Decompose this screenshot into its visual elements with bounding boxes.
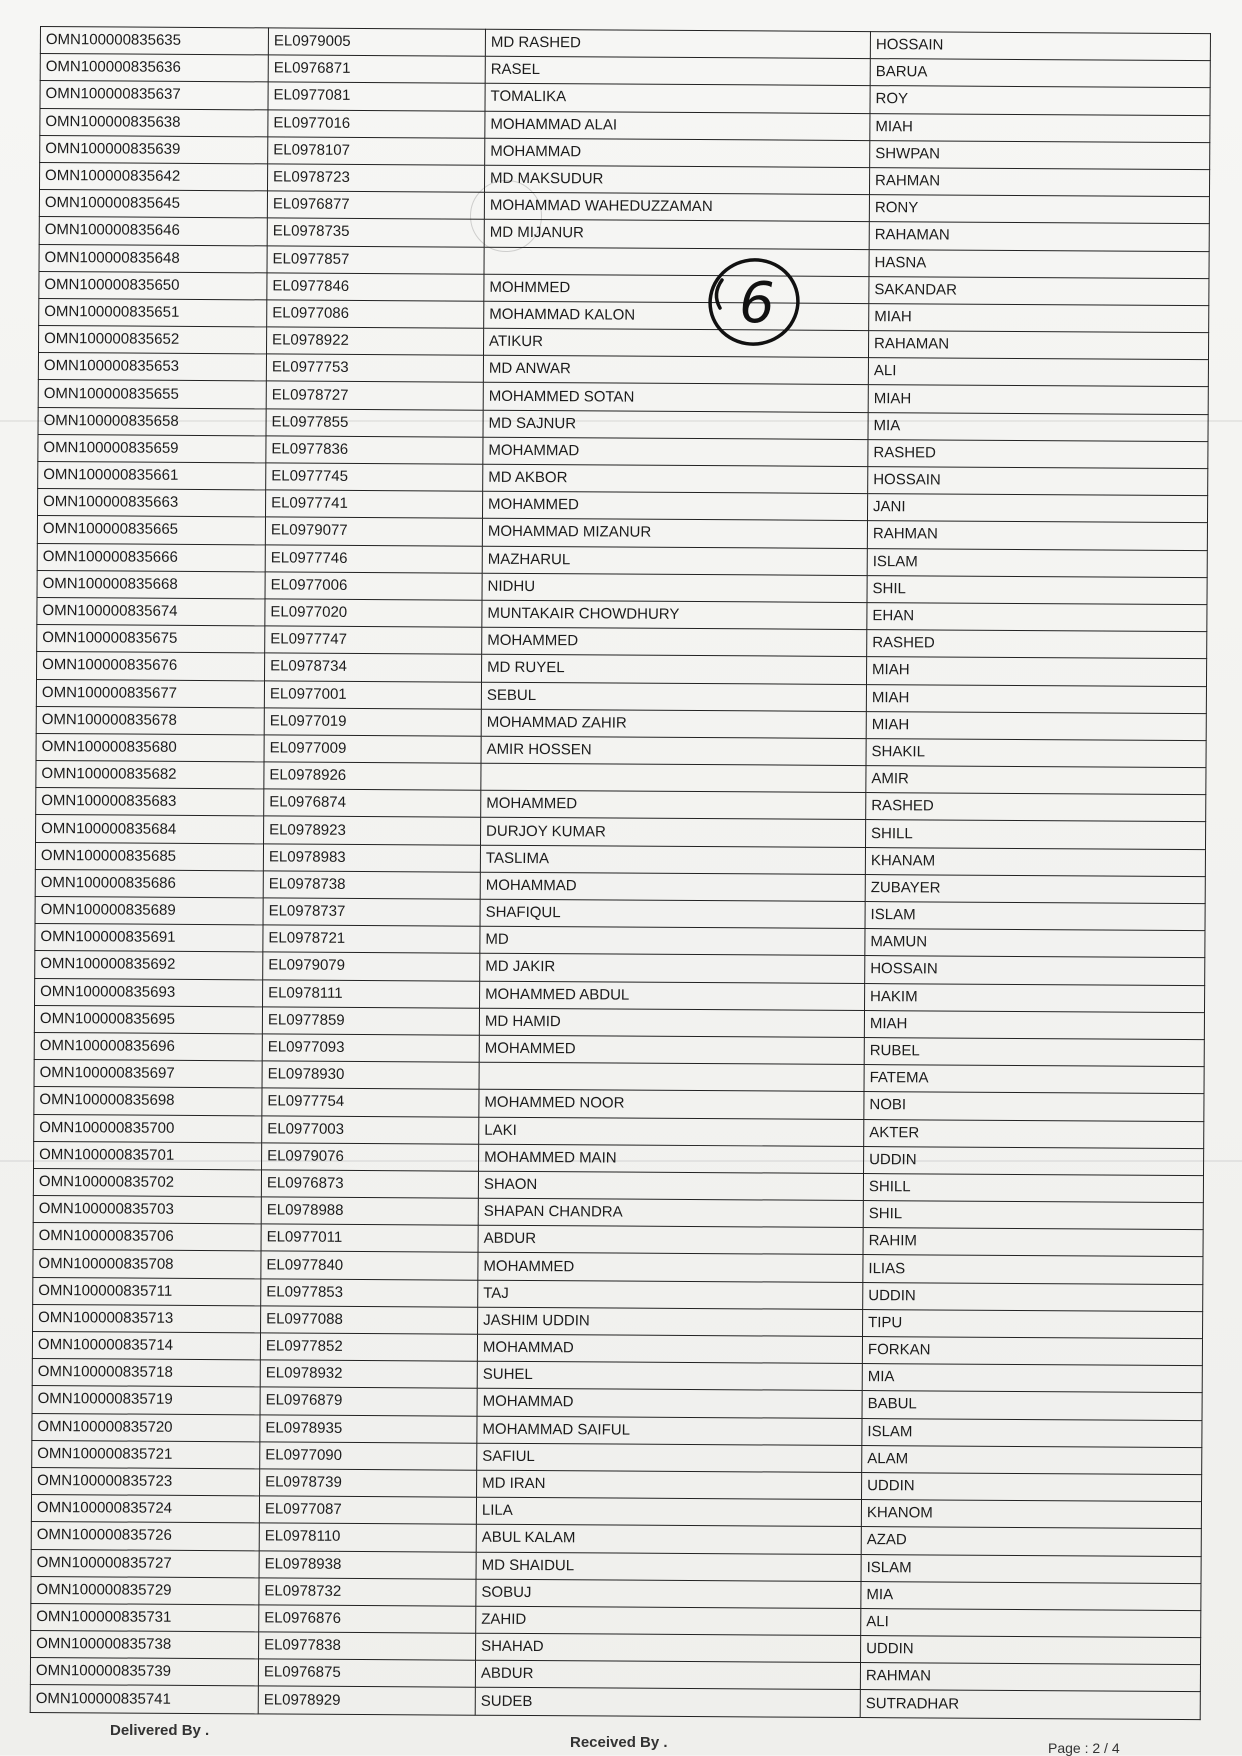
application-id-cell: OMN100000835665 xyxy=(37,516,265,545)
reference-no-cell: EL0978923 xyxy=(264,816,481,845)
application-id-cell: OMN100000835652 xyxy=(39,326,267,355)
reference-no-cell: EL0978738 xyxy=(263,871,480,900)
reference-no-cell: EL0977754 xyxy=(262,1088,479,1117)
application-id-cell: OMN100000835646 xyxy=(39,217,267,246)
surname-cell: FORKAN xyxy=(862,1337,1202,1366)
reference-no-cell: EL0977852 xyxy=(260,1333,477,1362)
surname-cell: TIPU xyxy=(863,1309,1203,1338)
application-id-cell: OMN100000835680 xyxy=(36,733,264,762)
application-id-cell: OMN100000835720 xyxy=(32,1413,260,1442)
application-id-cell: OMN100000835739 xyxy=(30,1658,258,1687)
surname-cell: HAKIM xyxy=(865,983,1205,1012)
surname-cell: ALI xyxy=(868,358,1208,387)
surname-cell: ROY xyxy=(870,86,1210,115)
surname-cell: MIAH xyxy=(868,385,1208,414)
reference-no-cell: EL0977838 xyxy=(259,1632,476,1661)
surname-cell: MAMUN xyxy=(865,929,1205,958)
application-id-cell: OMN100000835674 xyxy=(37,597,265,626)
given-name-cell: MD xyxy=(480,926,865,956)
reference-no-cell: EL0976871 xyxy=(268,55,485,84)
reference-no-cell: EL0977746 xyxy=(265,544,482,573)
surname-cell: RAHIM xyxy=(863,1228,1203,1257)
given-name-cell xyxy=(481,763,866,793)
surname-cell: HOSSAIN xyxy=(868,467,1208,496)
application-id-cell: OMN100000835711 xyxy=(33,1277,261,1306)
given-name-cell: MOHAMMAD SAIFUL xyxy=(477,1416,862,1446)
surname-cell: ALAM xyxy=(862,1445,1202,1474)
application-id-cell: OMN100000835708 xyxy=(33,1250,261,1279)
application-id-cell: OMN100000835719 xyxy=(32,1386,260,1415)
reference-no-cell: EL0977859 xyxy=(262,1007,479,1036)
given-name-cell: MD AKBOR xyxy=(483,464,868,494)
surname-cell: RAHAMAN xyxy=(869,222,1209,251)
given-name-cell: SOBUJ xyxy=(476,1579,861,1609)
application-id-cell: OMN100000835702 xyxy=(33,1168,261,1197)
reference-no-cell: EL0978988 xyxy=(261,1197,478,1226)
given-name-cell: MOHAMMED xyxy=(481,790,866,820)
surname-cell: SUTRADHAR xyxy=(860,1690,1200,1719)
records-table-body xyxy=(30,27,1210,1720)
surname-cell: HOSSAIN xyxy=(865,956,1205,985)
given-name-cell: JASHIM UDDIN xyxy=(478,1307,863,1337)
given-name-cell: LILA xyxy=(476,1497,861,1527)
given-name-cell: MOHAMMED xyxy=(479,1035,864,1065)
given-name-cell: MOHAMMAD xyxy=(477,1334,862,1364)
reference-no-cell: EL0977086 xyxy=(267,300,484,329)
surname-cell: SHIL xyxy=(863,1201,1203,1230)
given-name-cell: MOHAMMAD xyxy=(477,1389,862,1419)
given-name-cell: TASLIMA xyxy=(480,845,865,875)
application-id-cell: OMN100000835686 xyxy=(35,869,263,898)
application-id-cell: OMN100000835642 xyxy=(40,162,268,191)
given-name-cell: ABDUR xyxy=(475,1660,860,1690)
surname-cell: BARUA xyxy=(870,59,1210,88)
reference-no-cell: EL0976873 xyxy=(261,1170,478,1199)
surname-cell: AZAD xyxy=(861,1527,1201,1556)
surname-cell: HOSSAIN xyxy=(870,32,1210,61)
surname-cell: SHILL xyxy=(863,1173,1203,1202)
given-name-cell: SUHEL xyxy=(477,1361,862,1391)
surname-cell: BABUL xyxy=(862,1391,1202,1420)
surname-cell: ISLAM xyxy=(861,1554,1201,1583)
reference-no-cell: EL0977857 xyxy=(267,245,484,274)
application-id-cell: OMN100000835731 xyxy=(31,1603,259,1632)
handwritten-circled-number xyxy=(700,250,805,350)
reference-no-cell: EL0977006 xyxy=(265,572,482,601)
surname-cell: EHAN xyxy=(867,603,1207,632)
given-name-cell: MOHAMMAD WAHEDUZZAMAN xyxy=(484,192,869,222)
given-name-cell: DURJOY KUMAR xyxy=(481,818,866,848)
surname-cell: RASHED xyxy=(866,793,1206,822)
surname-cell: JANI xyxy=(867,494,1207,523)
handwritten-number: 6 xyxy=(739,271,775,336)
application-id-cell: OMN100000835655 xyxy=(38,380,266,409)
given-name-cell: MD RASHED xyxy=(485,29,870,59)
surname-cell: MIAH xyxy=(866,657,1206,686)
given-name-cell: SHAHAD xyxy=(476,1633,861,1663)
reference-no-cell: EL0978111 xyxy=(263,979,480,1008)
surname-cell: SHAKIL xyxy=(866,738,1206,767)
surname-cell: HASNA xyxy=(869,249,1209,278)
reference-no-cell: EL0978737 xyxy=(263,898,480,927)
given-name-cell: MOHAMMED MAIN xyxy=(479,1144,864,1174)
reference-no-cell: EL0978723 xyxy=(267,164,484,193)
given-name-cell: MOHAMMAD xyxy=(483,437,868,467)
surname-cell: ISLAM xyxy=(867,548,1207,577)
application-id-cell: OMN100000835713 xyxy=(33,1304,261,1333)
surname-cell: UDDIN xyxy=(864,1146,1204,1175)
application-id-cell: OMN100000835706 xyxy=(33,1223,261,1252)
reference-no-cell: EL0976875 xyxy=(258,1659,475,1688)
reference-no-cell: EL0977090 xyxy=(260,1442,477,1471)
reference-no-cell: EL0977840 xyxy=(261,1251,478,1280)
reference-no-cell: EL0978721 xyxy=(263,925,480,954)
reference-no-cell: EL0978926 xyxy=(264,762,481,791)
given-name-cell: MD IRAN xyxy=(477,1470,862,1500)
application-id-cell: OMN100000835693 xyxy=(35,978,263,1007)
surname-cell: SHILL xyxy=(865,820,1205,849)
given-name-cell: NIDHU xyxy=(482,573,867,603)
application-id-cell: OMN100000835729 xyxy=(31,1576,259,1605)
surname-cell: FATEMA xyxy=(864,1065,1204,1094)
reference-no-cell: EL0977001 xyxy=(264,680,481,709)
reference-no-cell: EL0977093 xyxy=(262,1034,479,1063)
reference-no-cell: EL0978935 xyxy=(260,1414,477,1443)
surname-cell: MIA xyxy=(868,412,1208,441)
surname-cell: MIAH xyxy=(866,684,1206,713)
application-id-cell: OMN100000835700 xyxy=(34,1114,262,1143)
surname-cell: UDDIN xyxy=(863,1282,1203,1311)
given-name-cell: ABUL KALAM xyxy=(476,1525,861,1555)
surname-cell: MIAH xyxy=(866,711,1206,740)
application-id-cell: OMN100000835645 xyxy=(39,190,267,219)
given-name-cell xyxy=(484,247,869,277)
given-name-cell: TAJ xyxy=(478,1280,863,1310)
table-row xyxy=(30,1685,1200,1719)
reference-no-cell: EL0977753 xyxy=(266,354,483,383)
given-name-cell: MAZHARUL xyxy=(482,546,867,576)
reference-no-cell: EL0978930 xyxy=(262,1061,479,1090)
application-id-cell: OMN100000835692 xyxy=(35,951,263,980)
given-name-cell: MD SAJNUR xyxy=(483,410,868,440)
application-id-cell: OMN100000835703 xyxy=(33,1196,261,1225)
application-id-cell: OMN100000835724 xyxy=(31,1495,259,1524)
surname-cell: ALI xyxy=(861,1608,1201,1637)
application-id-cell: OMN100000835678 xyxy=(36,706,264,735)
given-name-cell: SHAPAN CHANDRA xyxy=(478,1198,863,1228)
page-footer xyxy=(0,1722,1242,1756)
given-name-cell: SHAON xyxy=(478,1171,863,1201)
given-name-cell: ATIKUR xyxy=(483,328,868,358)
given-name-cell: MOHAMMAD ZAHIR xyxy=(481,709,866,739)
reference-no-cell: EL0978739 xyxy=(260,1469,477,1498)
application-id-cell: OMN100000835639 xyxy=(40,135,268,164)
given-name-cell: ZAHID xyxy=(476,1606,861,1636)
reference-no-cell: EL0977836 xyxy=(266,436,483,465)
reference-no-cell: EL0977009 xyxy=(264,735,481,764)
application-id-cell: OMN100000835741 xyxy=(30,1685,258,1714)
surname-cell: ISLAM xyxy=(862,1418,1202,1447)
surname-cell: NOBI xyxy=(864,1092,1204,1121)
application-id-cell: OMN100000835696 xyxy=(34,1032,262,1061)
surname-cell: ILIAS xyxy=(863,1255,1203,1284)
given-name-cell: MOHAMMED SOTAN xyxy=(483,383,868,413)
surname-cell: RUBEL xyxy=(864,1037,1204,1066)
given-name-cell: MOHAMMED xyxy=(478,1253,863,1283)
reference-no-cell: EL0976876 xyxy=(259,1605,476,1634)
given-name-cell: MOHMMED xyxy=(484,274,869,304)
application-id-cell: OMN100000835695 xyxy=(34,1005,262,1034)
application-id-cell: OMN100000835648 xyxy=(39,244,267,273)
given-name-cell: MOHAMMED xyxy=(482,491,867,521)
given-name-cell: MOHAMMAD xyxy=(485,138,870,168)
reference-no-cell: EL0979079 xyxy=(263,952,480,981)
surname-cell: AKTER xyxy=(864,1119,1204,1148)
given-name-cell: RASEL xyxy=(485,56,870,86)
application-id-cell: OMN100000835677 xyxy=(36,679,264,708)
surname-cell: SHWPAN xyxy=(870,140,1210,169)
application-id-cell: OMN100000835682 xyxy=(36,761,264,790)
surname-cell: KHANAM xyxy=(865,847,1205,876)
given-name-cell: SAFIUL xyxy=(477,1443,862,1473)
surname-cell: MIAH xyxy=(864,1010,1204,1039)
surname-cell: RONY xyxy=(869,195,1209,224)
reference-no-cell: EL0977087 xyxy=(259,1496,476,1525)
given-name-cell: SEBUL xyxy=(481,682,866,712)
application-id-cell: OMN100000835637 xyxy=(40,81,268,110)
reference-no-cell: EL0977088 xyxy=(261,1306,478,1335)
application-id-cell: OMN100000835691 xyxy=(35,924,263,953)
application-id-cell: OMN100000835683 xyxy=(36,788,264,817)
reference-no-cell: EL0977745 xyxy=(266,463,483,492)
surname-cell: UDDIN xyxy=(861,1636,1201,1665)
reference-no-cell: EL0977853 xyxy=(261,1278,478,1307)
reference-no-cell: EL0977003 xyxy=(262,1115,479,1144)
surname-cell: RASHED xyxy=(867,630,1207,659)
application-id-cell: OMN100000835718 xyxy=(32,1359,260,1388)
application-id-cell: OMN100000835726 xyxy=(31,1522,259,1551)
surname-cell: KHANOM xyxy=(861,1500,1201,1529)
application-id-cell: OMN100000835723 xyxy=(32,1467,260,1496)
reference-no-cell: EL0976877 xyxy=(267,191,484,220)
surname-cell: ZUBAYER xyxy=(865,874,1205,903)
application-id-cell: OMN100000835658 xyxy=(38,407,266,436)
given-name-cell: AMIR HOSSEN xyxy=(481,736,866,766)
given-name-cell: SHAFIQUL xyxy=(480,899,865,929)
received-by-label: Received By . xyxy=(570,1734,668,1751)
given-name-cell: MD RUYEL xyxy=(482,655,867,685)
records-table xyxy=(30,26,1211,1720)
reference-no-cell: EL0978110 xyxy=(259,1523,476,1552)
application-id-cell: OMN100000835727 xyxy=(31,1549,259,1578)
surname-cell: MIAH xyxy=(869,303,1209,332)
given-name-cell: MD JAKIR xyxy=(480,954,865,984)
reference-no-cell: EL0978727 xyxy=(266,381,483,410)
reference-no-cell: EL0978929 xyxy=(258,1686,475,1715)
application-id-cell: OMN100000835638 xyxy=(40,108,268,137)
application-id-cell: OMN100000835676 xyxy=(37,652,265,681)
application-id-cell: OMN100000835738 xyxy=(31,1631,259,1660)
application-id-cell: OMN100000835698 xyxy=(34,1087,262,1116)
application-id-cell: OMN100000835663 xyxy=(38,489,266,518)
application-id-cell: OMN100000835668 xyxy=(37,570,265,599)
reference-no-cell: EL0978734 xyxy=(265,653,482,682)
given-name-cell: MOHAMMED NOOR xyxy=(479,1090,864,1120)
reference-no-cell: EL0977741 xyxy=(266,490,483,519)
given-name-cell: MOHAMMED xyxy=(482,627,867,657)
given-name-cell: MOHAMMED ABDUL xyxy=(480,981,865,1011)
surname-cell: MIAH xyxy=(870,113,1210,142)
reference-no-cell: EL0977081 xyxy=(268,82,485,111)
surname-cell: RAHAMAN xyxy=(868,331,1208,360)
reference-no-cell: EL0979076 xyxy=(262,1143,479,1172)
given-name-cell: MD MIJANUR xyxy=(484,220,869,250)
application-id-cell: OMN100000835675 xyxy=(37,625,265,654)
given-name-cell: SUDEB xyxy=(475,1688,860,1718)
given-name-cell xyxy=(479,1062,864,1092)
reference-no-cell: EL0979005 xyxy=(268,28,485,57)
reference-no-cell: EL0978938 xyxy=(259,1550,476,1579)
application-id-cell: OMN100000835666 xyxy=(37,543,265,572)
surname-cell: ISLAM xyxy=(865,902,1205,931)
delivered-by-label: Delivered By . xyxy=(110,1722,210,1739)
application-id-cell: OMN100000835684 xyxy=(36,815,264,844)
application-id-cell: OMN100000835689 xyxy=(35,896,263,925)
surname-cell: RAHMAN xyxy=(869,168,1209,197)
reference-no-cell: EL0977016 xyxy=(268,109,485,138)
reference-no-cell: EL0977747 xyxy=(265,626,482,655)
reference-no-cell: EL0979077 xyxy=(265,517,482,546)
given-name-cell: MD SHAIDUL xyxy=(476,1552,861,1582)
reference-no-cell: EL0977846 xyxy=(267,273,484,302)
surname-cell: RAHMAN xyxy=(860,1663,1200,1692)
reference-no-cell: EL0978735 xyxy=(267,218,484,247)
reference-no-cell: EL0976879 xyxy=(260,1387,477,1416)
application-id-cell: OMN100000835721 xyxy=(32,1440,260,1469)
given-name-cell: MOHAMMAD MIZANUR xyxy=(482,519,867,549)
reference-no-cell: EL0978983 xyxy=(263,844,480,873)
reference-no-cell: EL0977855 xyxy=(266,409,483,438)
page-number: Page : 2 / 4 xyxy=(1048,1740,1120,1756)
surname-cell: RASHED xyxy=(868,439,1208,468)
application-id-cell: OMN100000835653 xyxy=(38,353,266,382)
given-name-cell: LAKI xyxy=(479,1117,864,1147)
surname-cell: MIA xyxy=(862,1364,1202,1393)
surname-cell: AMIR xyxy=(866,766,1206,795)
reference-no-cell: EL0977019 xyxy=(264,708,481,737)
given-name-cell: ABDUR xyxy=(478,1225,863,1255)
application-id-cell: OMN100000835635 xyxy=(40,27,268,56)
surname-cell: MIA xyxy=(861,1581,1201,1610)
application-id-cell: OMN100000835651 xyxy=(39,298,267,327)
reference-no-cell: EL0978107 xyxy=(268,137,485,166)
given-name-cell: MOHAMMAD KALON xyxy=(484,301,869,331)
given-name-cell: MOHAMMAD ALAI xyxy=(485,111,870,141)
given-name-cell: MOHAMMAD xyxy=(480,872,865,902)
application-id-cell: OMN100000835714 xyxy=(32,1331,260,1360)
reference-no-cell: EL0977011 xyxy=(261,1224,478,1253)
reference-no-cell: EL0978732 xyxy=(259,1578,476,1607)
surname-cell: UDDIN xyxy=(862,1472,1202,1501)
given-name-cell: MD ANWAR xyxy=(483,355,868,385)
application-id-cell: OMN100000835636 xyxy=(40,54,268,83)
application-id-cell: OMN100000835697 xyxy=(34,1060,262,1089)
given-name-cell: MD MAKSUDUR xyxy=(484,165,869,195)
reference-no-cell: EL0978932 xyxy=(260,1360,477,1389)
given-name-cell: MUNTAKAIR CHOWDHURY xyxy=(482,600,867,630)
application-id-cell: OMN100000835701 xyxy=(34,1141,262,1170)
reference-no-cell: EL0977020 xyxy=(265,599,482,628)
reference-no-cell: EL0978922 xyxy=(266,327,483,356)
given-name-cell: TOMALIKA xyxy=(485,84,870,114)
surname-cell: SHIL xyxy=(867,575,1207,604)
application-id-cell: OMN100000835685 xyxy=(35,842,263,871)
application-id-cell: OMN100000835659 xyxy=(38,434,266,463)
application-id-cell: OMN100000835661 xyxy=(38,461,266,490)
reference-no-cell: EL0976874 xyxy=(264,789,481,818)
application-id-cell: OMN100000835650 xyxy=(39,271,267,300)
given-name-cell: MD HAMID xyxy=(479,1008,864,1038)
surname-cell: SAKANDAR xyxy=(869,276,1209,305)
surname-cell: RAHMAN xyxy=(867,521,1207,550)
